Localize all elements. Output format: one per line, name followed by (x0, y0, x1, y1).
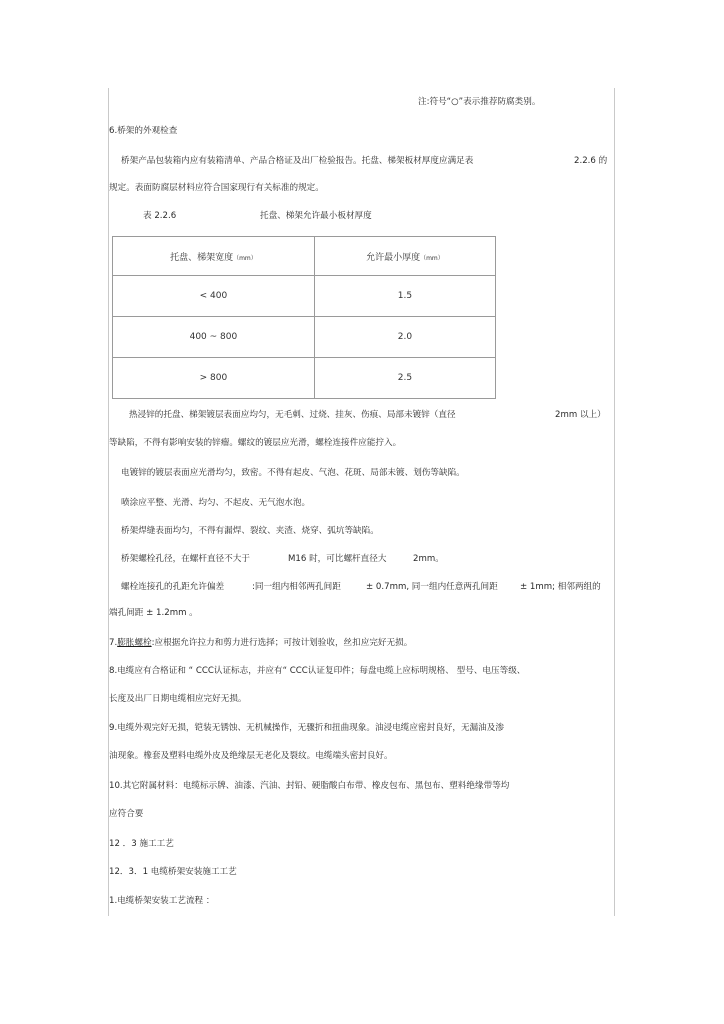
paragraph-7b: :同一组内相邻两孔间距 (252, 582, 341, 592)
cell-width: > 800 (113, 358, 315, 399)
paragraph-2c: 等缺陷，不得有影响安装的锌瘤。螺纹的镀层应光滑，螺栓连接件应能拧入。 (109, 438, 402, 448)
heading-12-3: 12 ．3 施工工艺 (109, 839, 174, 849)
item-10-line-b: 应符合要 (109, 809, 144, 819)
cell-width: 400 ~ 800 (113, 317, 315, 358)
table-row (113, 358, 496, 399)
item-8-line-a: 8.电缆应有合格证和 “ CCC认证标志，并应有“ CCC认证复印件；每盘电缆上应标明规格、 型号、电压等级、 (109, 666, 526, 676)
expansion-bolt-term: 膨胀螺栓 (117, 638, 152, 648)
cell-thickness: 1.5 (314, 276, 495, 317)
paragraph-7a: 螺栓连接孔的孔距允许偏差 (121, 582, 225, 592)
item-9-line-a: 9.电缆外观完好无损，铠装无锈蚀、无机械操作，无骤折和扭曲现象。油浸电缆应密封良好，无漏油及渗 (109, 723, 504, 733)
cell-thickness: 2.0 (314, 317, 495, 358)
cell-thickness: 2.5 (314, 358, 495, 399)
paragraph-4: 喷涂应平整、光滑、均匀、不起皮、无气泡水泡。 (121, 498, 311, 508)
item-8-line-b: 长度及出厂日期电缆相应完好无损。 (109, 694, 247, 704)
paragraph-1a: 桥架产品包装箱内应有装箱清单、产品合格证及出厂检验报告。托盘、梯架板材厚度应满足表 (121, 156, 474, 166)
cell-width: < 400 (113, 276, 315, 317)
paragraph-6c: 2mm。 (413, 554, 444, 564)
table-caption-number: 表 2.2.6 (143, 211, 177, 221)
paragraph-6b: M16 时，可比螺杆直径大 (288, 554, 387, 564)
heading-12-3-1: 12．3．1 电缆桥架安装施工工艺 (109, 867, 237, 877)
header-thickness: 允许最小厚度（mm） (314, 237, 495, 276)
header-width: 托盘、梯架宽度（mm） (113, 237, 315, 276)
table-row (113, 317, 496, 358)
paragraph-3: 电镀锌的镀层表面应光滑均匀，致密。不得有起皮、气泡、花斑、局部未镀、划伤等缺陷。 (121, 468, 465, 478)
table-header-row (113, 237, 496, 276)
flow-heading: 1.电缆桥架安装工艺流程 ： (109, 896, 215, 906)
note-line: 注:符号“○”表示推荐防腐类别。 (418, 97, 541, 107)
item-9-line-b: 油现象。橡套及塑料电缆外皮及绝缘层无老化及裂纹。电缆端头密封良好。 (109, 751, 393, 761)
table-caption-title: 托盘、梯架允许最小板材厚度 (260, 211, 372, 221)
paragraph-2a: 热浸锌的托盘、梯架镀层表面应均匀，无毛刺、过烧、挂灰、伤痕、局部未镀锌（直径 (129, 410, 456, 420)
paragraph-7e: 端孔间距 ± 1.2mm 。 (109, 608, 198, 618)
paragraph-1c: 规定。表面防腐层材料应符合国家现行有关标准的规定。 (109, 183, 324, 193)
section6-title: 6.桥架的外观检查 (109, 126, 178, 136)
paragraph-2b: 2mm 以上） (555, 410, 606, 420)
paragraph-7d: ± 1mm; 相邻两组的 (520, 582, 601, 592)
item-10-line-a: 10.其它附属材料：电缆标示牌、油漆、汽油、封铅、硬脂酸白布带、橡皮包布、黑包布、塑料绝缘带等均 (109, 781, 510, 791)
paragraph-5: 桥架焊缝表面均匀，不得有漏焊、裂纹、夹渣、烧穿、弧坑等缺陷。 (121, 526, 379, 536)
paragraph-6a: 桥架螺栓孔径，在螺杆直径不大于 (121, 554, 250, 564)
item-7-line: 7.膨胀螺栓:应根据允许拉力和剪力进行选择；可按计划验收，丝扣应完好无损。 (109, 638, 413, 648)
right-margin-rule (614, 88, 615, 916)
paragraph-7c: ± 0.7mm, 同一组内任意两孔间距 (366, 582, 498, 592)
paragraph-1b: 2.2.6 的 (574, 156, 608, 166)
table-row (113, 276, 496, 317)
thickness-table (112, 236, 496, 399)
